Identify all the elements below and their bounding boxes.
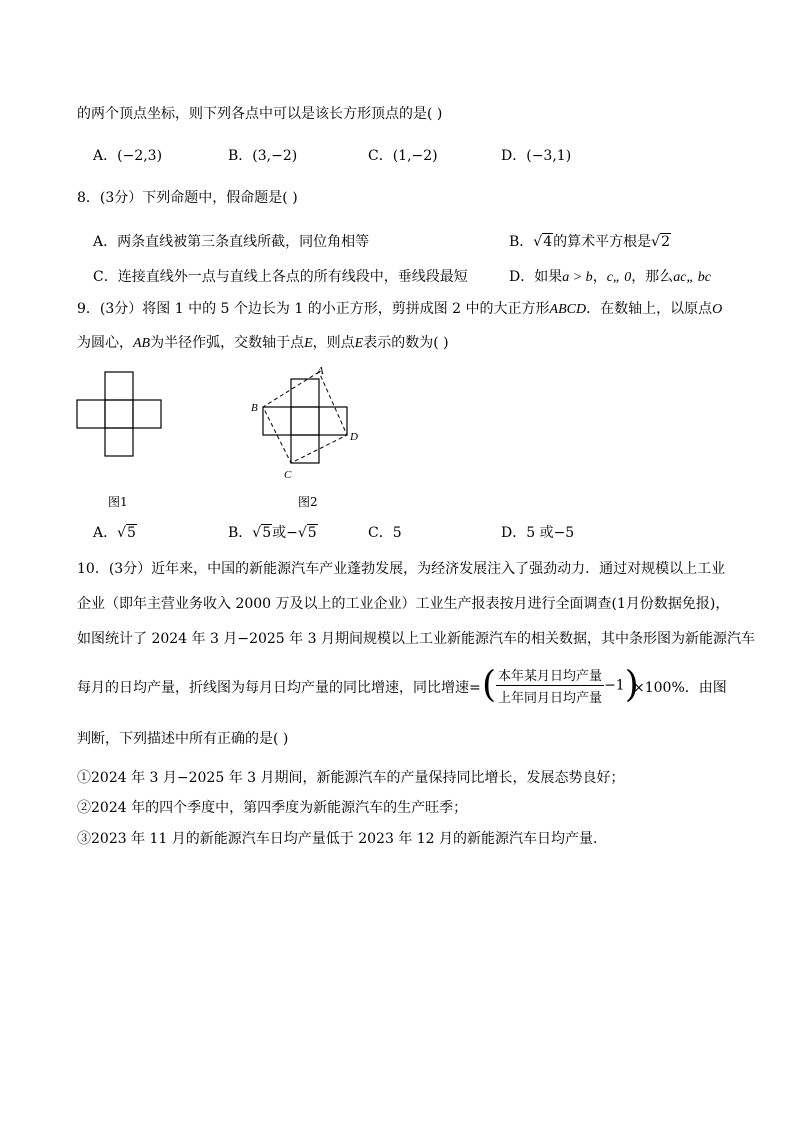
label-d: D [350, 431, 358, 443]
q10-stem-line4-post: ×100%．由图 [633, 680, 727, 696]
square-center [291, 407, 319, 435]
q10-stem-line1: 10．(3分）近年来，中国的新能源汽车产业蓬勃发展，为经济发展注入了强劲动力．通过对规模以上工业 [77, 561, 726, 577]
q8-option-c: C．连接直线外一点与直线上各点的所有线段中，垂线段最短 [93, 269, 468, 285]
q8-option-b: B．√4的算术平方根是√2 [509, 234, 670, 250]
square-right [319, 407, 347, 435]
q7-stem-tail: 的两个顶点坐标，则下列各点中可以是该长方形顶点的是( ) [77, 106, 443, 122]
square-left [77, 400, 105, 428]
q9-stem-line1: 9．(3分）将图 1 中的 5 个边长为 1 的小正方形，剪拼成图 2 中的大正方形ABCD．在数轴上，以原点O [77, 301, 723, 317]
q10-stem-line3: 如图统计了 2024 年 3 月−2025 年 3 月期间规模以上工业新能源汽车的相关数据，其中条形图为新能源汽车 [77, 631, 755, 647]
figure-1-caption: 图1 [108, 495, 128, 509]
figure-1-cross [76, 371, 166, 461]
q10-statement-2: ②2024 年的四个季度中，第四季度为新能源汽车的生产旺季； [77, 800, 468, 816]
q10-stem-line2: 企业（即年主营业务收入 2000 万及以上的工业企业）工业生产报表按月进行全面调查(1月份数据免报)， [77, 596, 730, 612]
label-b: B [251, 402, 258, 414]
dashed-square-abcd [263, 372, 347, 463]
q7-option-a: A．(−2,3) [93, 148, 163, 164]
q10-statement-1: ①2024 年 3 月−2025 年 3 月期间，新能源汽车的产量保持同比增长，发展态势良好； [77, 770, 625, 786]
q8-option-a: A．两条直线被第三条直线所截，同位角相等 [93, 234, 370, 250]
q8-stem: 8．(3分）下列命题中，假命题是( ) [77, 190, 298, 206]
q8-option-d: D．如果a > b，c„ 0，那么ac„ bc [509, 269, 711, 285]
square-center [105, 400, 133, 428]
square-bottom [105, 428, 133, 456]
figure-2-square [246, 362, 366, 482]
sqrt-sign: √4 [533, 234, 553, 250]
q9-option-c: C．5 [368, 525, 402, 541]
square-left [263, 407, 291, 435]
square-bottom [291, 435, 319, 463]
q9-stem-line2: 为圆心，AB为半径作弧，交数轴于点E，则点E表示的数为( ) [77, 335, 449, 351]
fraction-denominator: 上年同月日均产量 [498, 691, 603, 706]
fraction-numerator: 本年某月日均产量 [496, 665, 604, 686]
q9-option-a: A．√5 [93, 525, 136, 541]
q9-option-d: D．5 或−5 [501, 525, 575, 541]
figure-2-caption: 图2 [298, 495, 318, 509]
q10-stem-line5: 判断，下列描述中所有正确的是( ) [77, 731, 289, 747]
square-top [291, 379, 319, 407]
q7-option-d: D．(−3,1) [501, 148, 572, 164]
q7-option-b: B．(3,−2) [228, 148, 298, 164]
square-right [133, 400, 161, 428]
label-a: A [317, 365, 324, 377]
square-top [105, 372, 133, 400]
q9-option-b: B．√5或−√5 [228, 525, 317, 541]
q7-option-c: C．(1,−2) [368, 148, 438, 164]
label-c: C [284, 469, 292, 481]
q10-stem-line4-pre: 每月的日均产量，折线图为每月日均产量的同比增速，同比增速= [77, 680, 481, 696]
growth-rate-formula: ( $\frac{\text{本年某月日均产量}}{\text{上年同月日均产量}}$ −1) [482, 664, 639, 706]
q10-statement-3: ③2023 年 11 月的新能源汽车日均产量低于 2023 年 12 月的新能源汽车日均产量． [77, 831, 608, 847]
